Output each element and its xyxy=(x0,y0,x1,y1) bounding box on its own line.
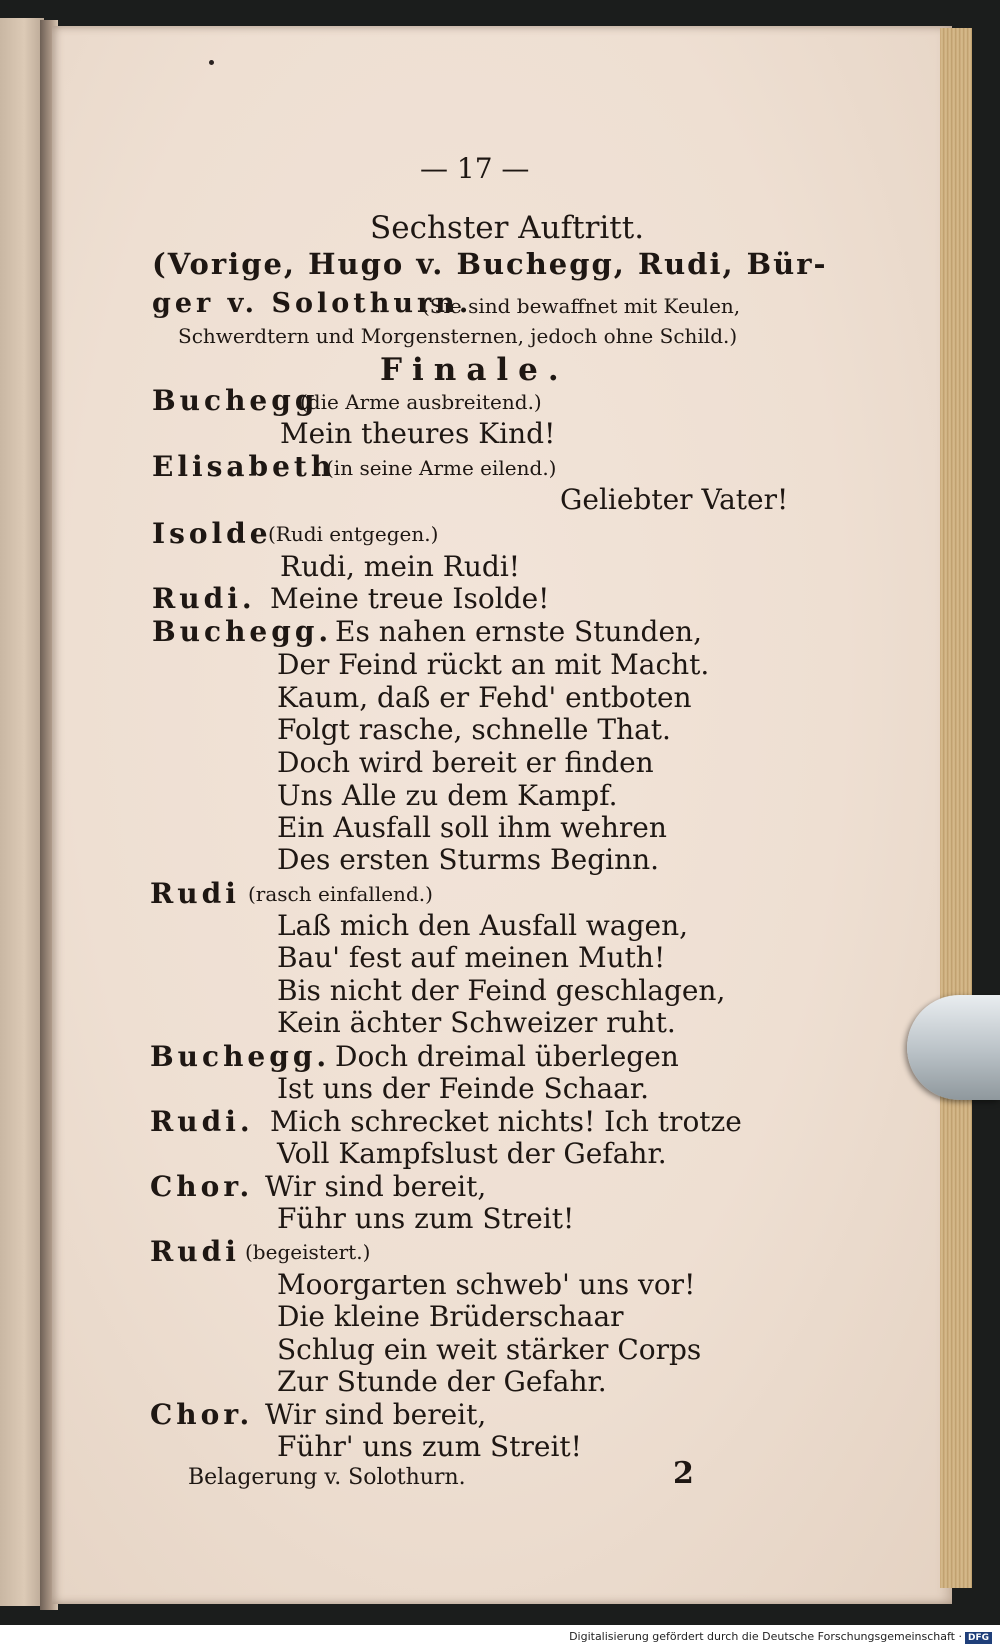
verse-line: Meine treue Isolde! xyxy=(270,582,550,615)
verse-line: Ein Ausfall soll ihm wehren xyxy=(277,811,667,844)
verse-line: Schlug ein weit stärker Corps xyxy=(277,1333,702,1366)
verse-line: Ist uns der Feinde Schaar. xyxy=(277,1072,650,1105)
verse-line: Bis nicht der Feind geschlagen, xyxy=(277,974,726,1007)
verse-line: Die kleine Brüderschaar xyxy=(277,1300,624,1333)
speaker-name: Isolde xyxy=(152,517,272,550)
verse-line: Voll Kampfslust der Gefahr. xyxy=(277,1137,667,1170)
speaker-name: Chor. xyxy=(150,1398,254,1431)
stage-direction: (Rudi entgegen.) xyxy=(268,522,439,546)
speaker-name: Chor. xyxy=(150,1170,254,1203)
stage-direction: (rasch einfallend.) xyxy=(248,882,433,906)
stage-direction: (die Arme ausbreitend.) xyxy=(300,390,542,414)
left-page-edge xyxy=(0,18,44,1606)
verse-line: Doch wird bereit er finden xyxy=(277,746,654,779)
speaker-name: Buchegg. xyxy=(150,1040,331,1073)
verse-line: Doch dreimal überlegen xyxy=(335,1040,679,1073)
verse-line: Kein ächter Schweizer ruht. xyxy=(277,1006,676,1039)
verse-line: Es nahen ernste Stunden, xyxy=(335,615,702,648)
speaker-name: Rudi. xyxy=(152,582,256,615)
digitization-credit xyxy=(569,1630,992,1644)
verse-line: Führ' uns zum Streit! xyxy=(277,1430,582,1463)
verse-line: Geliebter Vater! xyxy=(560,483,789,516)
speaker-name: Buchegg xyxy=(152,384,319,417)
verse-line: Folgt rasche, schnelle That. xyxy=(277,713,671,746)
page-stack-edge xyxy=(940,28,972,1588)
verse-line: Moorgarten schweb' uns vor! xyxy=(277,1268,696,1301)
credit-text: Digitalisierung gefördert durch die Deutsche Forschungsgemeinschaft · xyxy=(569,1630,962,1643)
speaker-name: Rudi xyxy=(150,877,240,910)
page-number: — 17 — xyxy=(420,152,530,185)
verse-line: Des ersten Sturms Beginn. xyxy=(277,843,660,876)
signature-mark: 2 xyxy=(673,1456,694,1491)
verse-line: Wir sind bereit, xyxy=(265,1170,487,1203)
verse-line: Zur Stunde der Gefahr. xyxy=(277,1365,607,1398)
finale-heading: Finale. xyxy=(380,352,569,388)
speaker-name: Rudi. xyxy=(150,1105,254,1138)
cast-line-2-names: ger v. Solothurn. xyxy=(152,288,473,319)
stage-direction: (in seine Arme eilend.) xyxy=(326,456,557,480)
verse-line: Mich schrecket nichts! Ich trotze xyxy=(270,1105,742,1138)
cast-line-1: (Vorige, Hugo v. Buchegg, Rudi, Bür- xyxy=(152,247,828,281)
running-footer-title: Belagerung v. Solothurn. xyxy=(188,1465,466,1490)
verse-line: Kaum, daß er Fehd' entboten xyxy=(277,681,692,714)
cast-line-3: Schwerdtern und Morgensternen, jedoch ohne Schild.) xyxy=(178,324,738,348)
verse-line: Uns Alle zu dem Kampf. xyxy=(277,779,618,812)
scene-heading: Sechster Auftritt. xyxy=(370,210,645,246)
verse-line: Mein theures Kind! xyxy=(280,417,556,450)
verse-line: Wir sind bereit, xyxy=(265,1398,487,1431)
verse-line: Rudi, mein Rudi! xyxy=(280,550,521,583)
cast-line-2-note: (Sie sind bewaffnet mit Keulen, xyxy=(422,294,741,318)
stage-direction: (begeistert.) xyxy=(245,1240,371,1264)
dfg-badge: DFG xyxy=(965,1632,992,1644)
speaker-name: Elisabeth xyxy=(152,450,336,483)
verse-line: Führ uns zum Streit! xyxy=(277,1202,575,1235)
verse-line: Laß mich den Ausfall wagen, xyxy=(277,909,689,942)
verse-line: Der Feind rückt an mit Macht. xyxy=(277,648,710,681)
verse-line: Bau' fest auf meinen Muth! xyxy=(277,941,666,974)
ink-speck xyxy=(209,60,214,65)
speaker-name: Buchegg. xyxy=(152,615,333,648)
speaker-name: Rudi xyxy=(150,1235,240,1268)
